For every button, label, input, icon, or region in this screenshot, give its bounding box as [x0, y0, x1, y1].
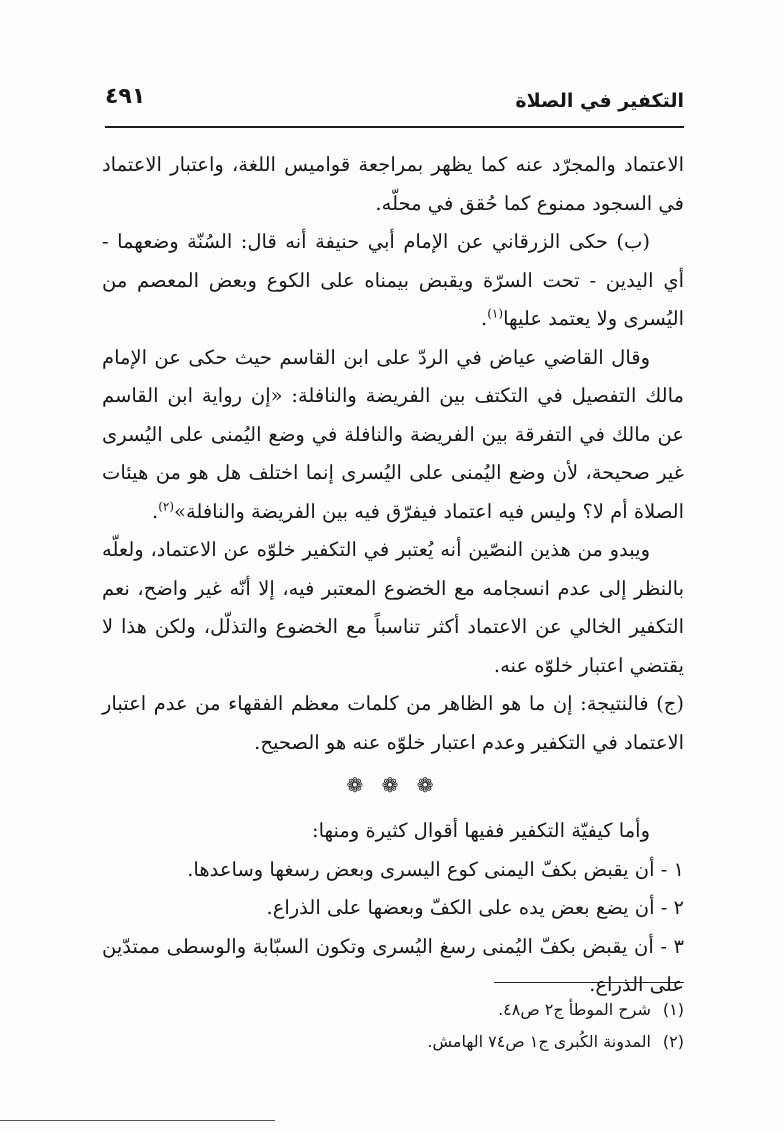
paragraph: (ب) حكى الزرقاني عن الإمام أبي حنيفة أنه قال: السُنّة وضعهما - أي اليدين - تحت السرّة ويقبض بيمناه على الكوع وبعض المعصم من اليُسرى ولا يعتمد عليها$^{(١)}$. — [102, 230, 684, 330]
footnote-text: المدونة الكُبرى ج١ ص٧٤ الهامش. — [427, 1032, 651, 1051]
section-divider: ❁ ❁ ❁ — [346, 773, 440, 797]
scan-edge-line — [0, 1120, 275, 1121]
footnote — [102, 1026, 684, 1058]
paragraph: (ج) فالنتيجة: إن ما هو الظاهر من كلمات معظم الفقهاء من عدم اعتبار الاعتماد في التكفير وعدم اعتبار خلوّه عنه هو الصحيح. — [102, 692, 684, 754]
footnote-ref: (٢) — [158, 499, 175, 513]
list-item: ٣ - أن يقبض بكفّ اليُمنى رسغ اليُسرى وتكون السبّابة والوسطى ممتدّين على الذراع. — [102, 934, 684, 996]
header-rule — [105, 126, 684, 128]
paragraph: وقال القاضي عياض في الردّ على ابن القاسم حيث حكى عن الإمام مالك التفصيل في التكتف بين الفريضة والنافلة: «إن رواية ابن القاسم عن مالك في التفرقة بين الفريضة والنافلة في وضع اليُمنى على اليُسرى غير صحيحة، لأن وضع اليُمنى على اليُسرى إنما اختلف هل هو من هيئات الصلاة أم لا؟ وليس فيه اعتماد فيفرّق فيه بين الفريضة والنافلة»$^{(٢)}$. — [102, 345, 684, 523]
footnotes — [102, 994, 684, 1058]
main-text — [102, 146, 684, 1005]
running-title: التكفير في الصلاة — [515, 90, 684, 112]
paragraph: الاعتماد والمجرّد عنه كما يظهر بمراجعة قواميس اللغة، واعتبار الاعتماد في السجود ممنوع كما حُقق في محلّه. — [102, 153, 684, 215]
list-item: ١ - أن يقبض بكفّ اليمنى كوع اليسرى وبعض رسغها وساعدها. — [187, 857, 684, 881]
footnote-number: (٢) — [662, 1032, 684, 1051]
page-number: ٤٩١ — [105, 84, 146, 109]
footnote-text: شرح الموطأ ج٢ ص٤٨. — [498, 1000, 651, 1019]
paragraph: ويبدو من هذين النصّين أنه يُعتبر في التكفير خلوّه عن الاعتماد، ولعلّه بالنظر إلى عدم انسجامه مع الخضوع المعتبر فيه، إلا أنّه غير واضح، نعم التكفير الخالي عن الاعتماد أكثر تناسباً مع الخضوع والتذلّل، ولكن هذا لا يقتضي اعتبار خلوّه عنه. — [102, 538, 684, 677]
page-header — [105, 78, 684, 126]
paragraph: وأما كيفيّة التكفير ففيها أقوال كثيرة ومنها: — [312, 819, 650, 842]
footnote — [102, 994, 684, 1026]
footnote-rule — [494, 982, 684, 983]
footnote-ref: (١) — [487, 306, 504, 321]
footnote-number: (١) — [662, 1000, 684, 1019]
list-item: ٢ - أن يضع بعض يده على الكفّ وبعضها على الذراع. — [266, 896, 684, 919]
